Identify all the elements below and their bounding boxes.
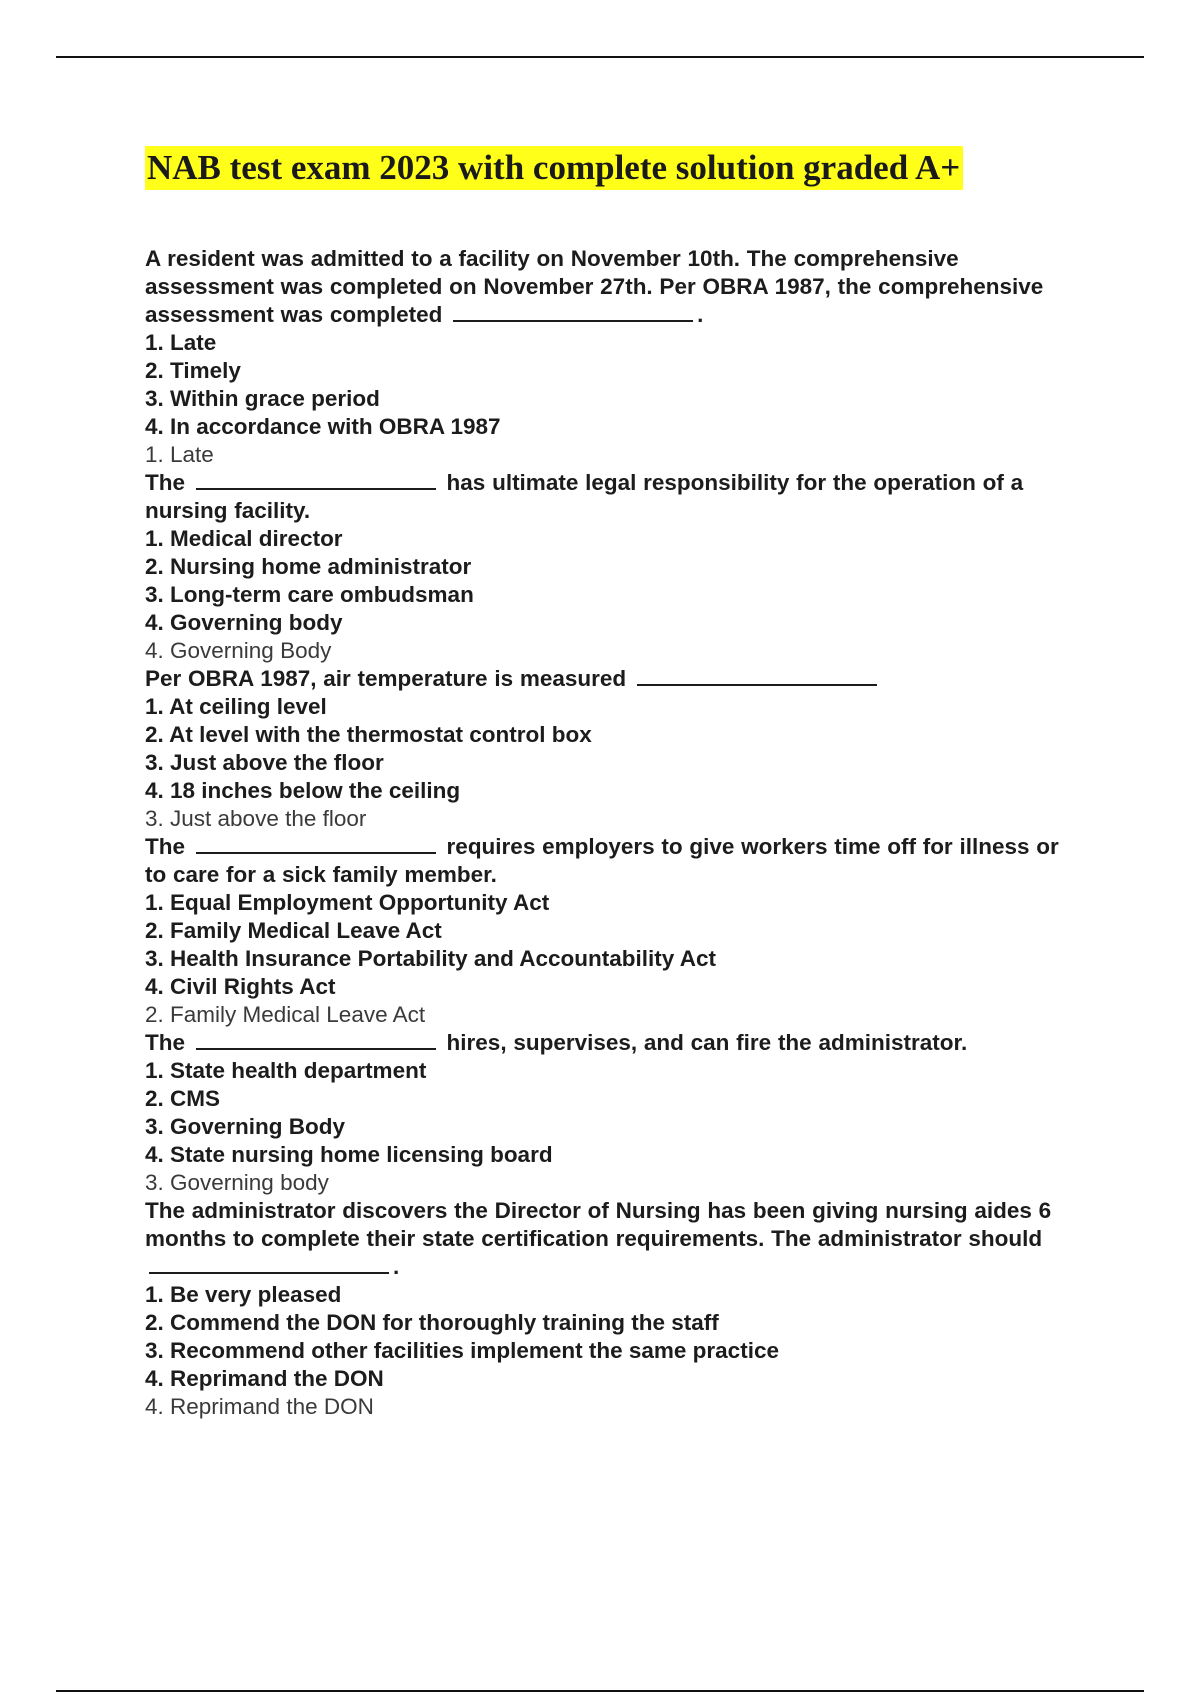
answer-option: 2. Commend the DON for thoroughly training the staff [145,1310,719,1335]
answer-blank [637,666,877,686]
question-stem: The requires employers to give workers time off for illness or to care for a sick family member. [145,834,1059,887]
correct-answer: 4. Reprimand the DON [145,1394,374,1419]
question-item [145,469,1085,665]
page-top-rule [56,56,1144,58]
correct-answer: 3. Just above the floor [145,806,367,831]
answer-option: 3. Health Insurance Portability and Accountability Act [145,946,716,971]
answer-option: 4. Governing body [145,610,343,635]
question-item [145,245,1085,469]
answer-option: 4. In accordance with OBRA 1987 [145,414,501,439]
answer-option: 1. At ceiling level [145,694,327,719]
question-item [145,1029,1085,1197]
question-list [145,245,1085,1421]
answer-blank [453,302,693,322]
answer-option: 1. Be very pleased [145,1282,342,1307]
answer-option: 2. At level with the thermostat control box [145,722,592,747]
correct-answer: 2. Family Medical Leave Act [145,1002,426,1027]
answer-blank [196,470,436,490]
page-bottom-rule [56,1690,1144,1692]
question-item [145,665,1085,833]
answer-option: 3. Recommend other facilities implement the same practice [145,1338,779,1363]
answer-option: 4. Reprimand the DON [145,1366,384,1391]
question-item [145,833,1085,1029]
answer-option: 1. Equal Employment Opportunity Act [145,890,550,915]
answer-option: 3. Governing Body [145,1114,346,1139]
document-title: NAB test exam 2023 with complete solution graded A+ [145,146,963,190]
answer-option: 4. Civil Rights Act [145,974,336,999]
answer-option: 3. Within grace period [145,386,380,411]
question-stem: A resident was admitted to a facility on November 10th. The comprehensive assessment was completed on November 27th. Per OBRA 1987, the comprehensive assessment was completed . [145,246,1044,327]
answer-blank [196,834,436,854]
question-item [145,1197,1085,1421]
question-stem: The has ultimate legal responsibility for the operation of a nursing facility. [145,470,1024,523]
correct-answer: 4. Governing Body [145,638,332,663]
answer-option: 4. 18 inches below the ceiling [145,778,461,803]
title-block [145,146,963,190]
question-stem: The administrator discovers the Director of Nursing has been giving nursing aides 6 months to complete their state certification requirements. The administrator should . [145,1198,1052,1279]
correct-answer: 1. Late [145,442,214,467]
correct-answer: 3. Governing body [145,1170,329,1195]
question-stem: Per OBRA 1987, air temperature is measured [145,665,1085,693]
answer-option: 1. Medical director [145,526,343,551]
answer-option: 1. State health department [145,1058,427,1083]
answer-option: 4. State nursing home licensing board [145,1142,553,1167]
answer-blank [196,1030,436,1050]
answer-option: 1. Late [145,330,217,355]
question-stem: The hires, supervises, and can fire the administrator. [145,1030,968,1055]
answer-option: 3. Long-term care ombudsman [145,582,474,607]
answer-option: 2. Nursing home administrator [145,554,472,579]
answer-option: 2. CMS [145,1086,221,1111]
answer-option: 3. Just above the floor [145,750,384,775]
answer-blank [149,1254,389,1274]
answer-option: 2. Timely [145,358,241,383]
answer-option: 2. Family Medical Leave Act [145,918,442,943]
